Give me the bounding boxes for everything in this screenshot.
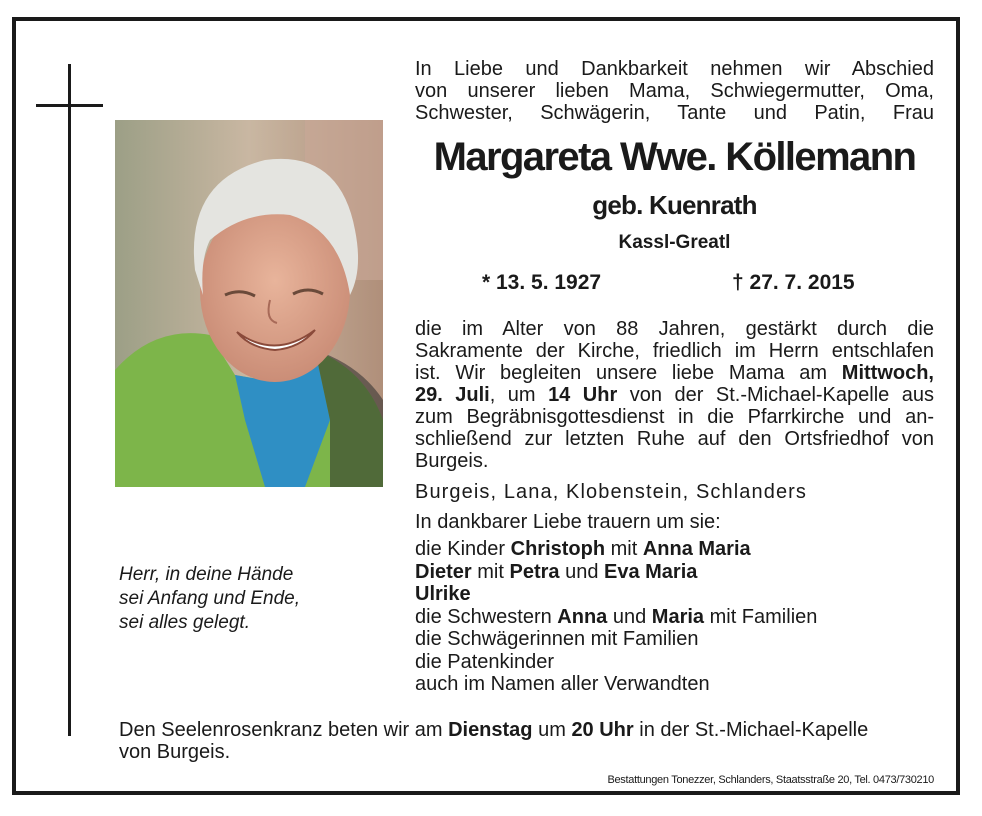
maiden-name: geb. Kuenrath [592, 190, 757, 220]
mourner-row: die Patenkinder [415, 650, 554, 673]
details-text: von der St.-Michael-Kapelle aus [617, 384, 935, 406]
mourners-list [415, 538, 817, 696]
mourner-text: mit [605, 538, 643, 560]
mourner-text: die Kinder [415, 538, 511, 560]
mourner-name: Petra [509, 560, 560, 583]
rosary-time: 20 Uhr [571, 719, 634, 741]
mourner-name: Maria [651, 605, 705, 628]
mourner-name: Eva Maria [604, 560, 698, 583]
mourner-name: Anna [557, 605, 608, 628]
deceased-name: Margareta Wwe. Köllemann [433, 135, 916, 179]
funeral-date: 29. Juli [415, 384, 490, 406]
mourner-name: Dieter [415, 560, 472, 583]
rosary-text: in der St.-Michael-Kapelle [633, 719, 869, 741]
verse-line: Herr, in deine Hände [119, 564, 294, 585]
death-date: † 27. 7. 2015 [732, 271, 855, 294]
funeral-weekday: Mittwoch, [841, 362, 934, 384]
rosary-announcement [119, 719, 939, 763]
mourner-text: und [607, 605, 652, 628]
funeral-time: 14 Uhr [548, 384, 618, 406]
mourner-text: und [559, 560, 604, 583]
cross-icon [68, 64, 71, 736]
details-line [415, 384, 934, 406]
mourner-row [415, 561, 817, 584]
details-line: Burgeis. [415, 450, 489, 472]
mourner-row: auch im Namen aller Verwandten [415, 673, 710, 695]
mourner-name: Ulrike [415, 583, 471, 605]
house-name: Kassl-Greatl [618, 232, 731, 253]
rosary-line: von Burgeis. [119, 741, 231, 763]
intro-line: von unserer lieben Mama, Schwiegermutter, Oma, [415, 80, 934, 102]
mourner-row: die Schwägerinnen mit Familien [415, 628, 699, 650]
rosary-text: Den Seelenrosenkranz beten wir am [119, 719, 449, 741]
portrait-photo [115, 120, 383, 487]
details-line: die im Alter von 88 Jahren, gestärkt durch die [415, 318, 934, 340]
funeral-details [415, 318, 934, 472]
mourner-row [415, 538, 817, 561]
rosary-weekday: Dienstag [448, 719, 533, 741]
mourner-name: Anna Maria [642, 538, 751, 560]
details-line: schließend zur letzten Ruhe auf den Ortsfriedhof von [415, 428, 934, 450]
verse-line: sei Anfang und Ende, [119, 588, 300, 609]
funeral-home-footer: Bestattungen Tonezzer, Schlanders, Staatsstraße 20, Tel. 0473/730210 [607, 774, 934, 786]
details-line: zum Begräbnisgottesdienst in die Pfarrkirche und an- [415, 406, 934, 428]
details-text: , um [489, 384, 549, 406]
mourner-text: mit [471, 560, 510, 583]
cross-icon-bar [36, 104, 103, 107]
mourner-text: mit Familien [704, 605, 818, 628]
intro-line: Schwester, Schwägerin, Tante und Patin, Frau [415, 102, 934, 124]
rosary-line [119, 719, 939, 741]
intro-line: In Liebe und Dankbarkeit nehmen wir Abschied [415, 58, 934, 80]
mourner-row [415, 606, 817, 629]
birth-date: * 13. 5. 1927 [482, 271, 602, 294]
places: Burgeis, Lana, Klobenstein, Schlanders [415, 481, 808, 503]
details-line: Sakramente der Kirche, friedlich im Herrn entschlafen [415, 340, 934, 362]
mourners-intro: In dankbarer Liebe trauern um sie: [415, 511, 721, 533]
mourner-name: Christoph [510, 538, 606, 560]
mourner-row [415, 583, 817, 606]
mourner-text: die Schwestern [415, 605, 558, 628]
rosary-text: um [532, 719, 572, 741]
details-line [415, 362, 934, 384]
details-text: ist. Wir begleiten unsere liebe Mama am [415, 362, 842, 384]
verse-line: sei alles gelegt. [119, 612, 250, 633]
intro-text [415, 58, 934, 124]
verse [119, 563, 300, 635]
